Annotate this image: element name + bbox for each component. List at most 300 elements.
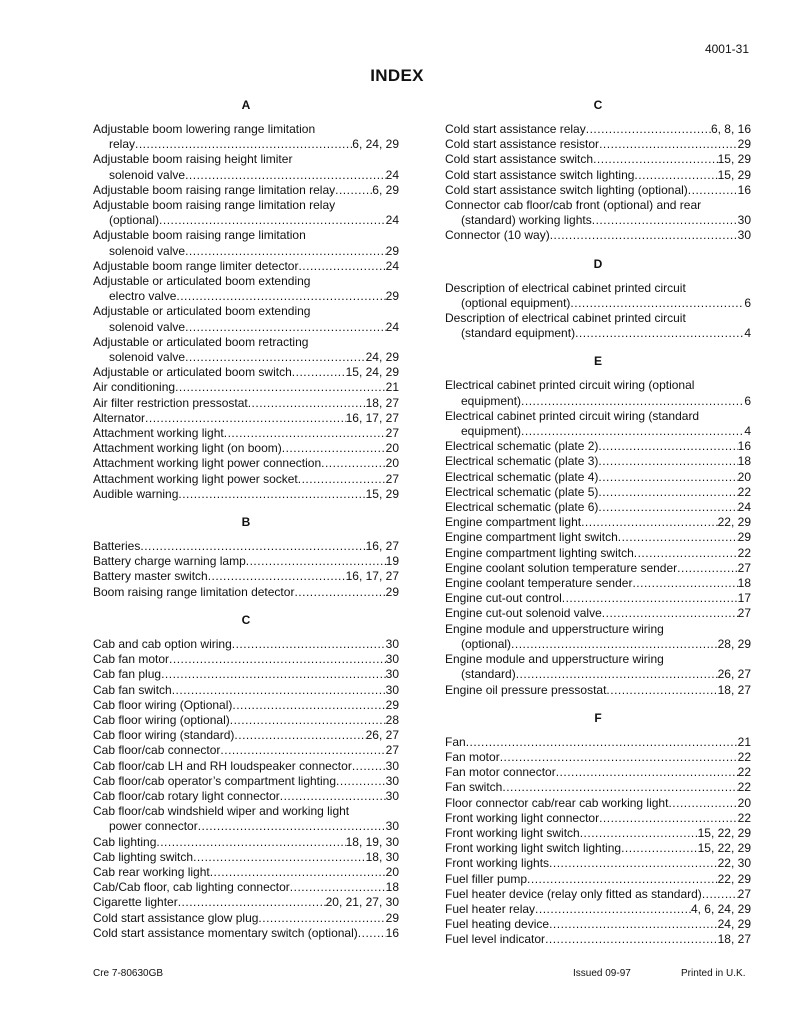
entry-text: Adjustable or articulated boom switch <box>93 365 292 380</box>
page-refs: 22, 29 <box>717 515 751 530</box>
page-refs: 24 <box>385 167 399 182</box>
page-refs: 27 <box>385 426 399 441</box>
entry-text: Engine coolant solution temperature sender <box>445 560 678 575</box>
dot-leader <box>621 841 698 856</box>
page-refs: 27 <box>385 471 399 486</box>
entry-text: Air filter restriction pressostat <box>93 395 248 410</box>
index-entry <box>445 765 751 780</box>
page-refs: 21 <box>737 734 751 749</box>
index-entry <box>93 539 399 554</box>
entry-text: Adjustable boom raising height limiter <box>93 152 293 167</box>
page-refs: 24, 29 <box>717 917 751 932</box>
footer-printed: Printed in U.K. <box>681 968 746 979</box>
index-entry <box>93 850 399 865</box>
footer-doc-code: Cre 7-80630GB <box>93 968 164 979</box>
dot-leader <box>234 728 365 743</box>
entry-text: Adjustable or articulated boom retracting <box>93 334 309 349</box>
index-entry <box>445 887 751 902</box>
entry-text: (standard) <box>461 667 516 682</box>
entry-text: Cab fan switch <box>93 682 172 697</box>
dot-leader <box>599 137 738 152</box>
index-entry <box>445 515 751 530</box>
entry-text: Electrical schematic (plate 4) <box>445 469 599 484</box>
dot-leader <box>258 911 385 926</box>
dot-leader <box>290 880 386 895</box>
entry-text: Fan motor <box>445 749 500 764</box>
page-refs: 22 <box>737 545 751 560</box>
index-entry <box>445 652 751 682</box>
index-entry <box>93 569 399 584</box>
entry-text: Air conditioning <box>93 380 176 395</box>
index-entry <box>445 872 751 887</box>
dot-leader <box>702 887 738 902</box>
page-refs: 16, 17, 27 <box>345 569 399 584</box>
page-refs: 22 <box>737 780 751 795</box>
page-refs: 17 <box>737 591 751 606</box>
index-entry <box>93 441 399 456</box>
entry-text: Cab floor wiring (Optional) <box>93 697 233 712</box>
page-refs: 29 <box>737 530 751 545</box>
dot-leader <box>580 826 698 841</box>
index-entry <box>445 735 751 750</box>
page-refs: 6, 24, 29 <box>352 137 399 152</box>
dot-leader <box>178 895 326 910</box>
entry-text: (optional equipment) <box>461 295 571 310</box>
index-entry <box>93 152 399 182</box>
dot-leader <box>602 606 738 621</box>
entry-text: Connector cab floor/cab front (optional) and rear <box>445 198 702 213</box>
entry-text: relay <box>109 137 136 152</box>
entry-text: Engine compartment light switch <box>445 530 618 545</box>
index-entry <box>93 228 399 258</box>
page-refs: 24 <box>385 213 399 228</box>
dot-leader <box>208 569 346 584</box>
index-entry <box>93 743 399 758</box>
dot-leader <box>220 743 385 758</box>
page-refs: 18, 19, 30 <box>345 834 399 849</box>
page-refs: 27 <box>737 886 751 901</box>
dot-leader <box>185 244 386 259</box>
dot-leader <box>586 122 711 137</box>
page-refs: 6, 29 <box>372 182 399 197</box>
page-refs: 30 <box>385 636 399 651</box>
index-entry <box>445 606 751 621</box>
index-entry <box>445 485 751 500</box>
index-entry <box>93 789 399 804</box>
dot-leader <box>575 326 744 341</box>
dot-leader <box>352 759 386 774</box>
dot-leader <box>598 485 737 500</box>
entry-text: solenoid valve <box>109 319 186 334</box>
page-refs: 20 <box>737 469 751 484</box>
entry-text: Fuel filler pump <box>445 871 528 886</box>
page-refs: 30 <box>385 773 399 788</box>
dot-leader <box>185 350 366 365</box>
dot-leader <box>550 228 738 243</box>
page-refs: 22 <box>737 484 751 499</box>
entry-text: equipment) <box>461 393 522 408</box>
index-entry <box>93 911 399 926</box>
page-number: 4001-31 <box>704 42 749 56</box>
page-refs: 27 <box>385 743 399 758</box>
index-entry <box>445 591 751 606</box>
dot-leader <box>466 735 738 750</box>
dot-leader <box>145 411 346 426</box>
page-refs: 4 <box>744 424 751 439</box>
section-letter: C <box>241 612 251 627</box>
entry-text: Engine module and upperstructure wiring <box>445 621 664 636</box>
index-entry <box>445 439 751 454</box>
page-refs: 29 <box>385 243 399 258</box>
entry-text: Adjustable or articulated boom extending <box>93 274 311 289</box>
entry-text: Attachment working light (on boom) <box>93 441 282 456</box>
dot-leader <box>232 698 385 713</box>
entry-text: Electrical schematic (plate 6) <box>445 500 599 515</box>
page-refs: 22, 29 <box>717 871 751 886</box>
page-refs: 16 <box>737 439 751 454</box>
index-entry <box>93 472 399 487</box>
dot-leader <box>292 365 346 380</box>
page-refs: 19 <box>385 554 399 569</box>
index-entry <box>445 122 751 137</box>
dot-leader <box>156 835 345 850</box>
entry-text: power connector <box>109 819 198 834</box>
index-entry <box>445 198 751 228</box>
index-entry <box>445 683 751 698</box>
page-refs: 18, 27 <box>365 395 399 410</box>
dot-leader <box>135 137 352 152</box>
dot-leader <box>246 554 386 569</box>
index-entry <box>93 895 399 910</box>
entry-text: Cold start assistance glow plug <box>93 910 259 925</box>
entry-text: Front working light connector <box>445 810 600 825</box>
page-refs: 30 <box>385 667 399 682</box>
page-refs: 16, 17, 27 <box>345 410 399 425</box>
page-refs: 18, 30 <box>365 849 399 864</box>
entry-text: Adjustable boom raising range limitation <box>93 228 306 243</box>
entry-text: Battery master switch <box>93 569 208 584</box>
page-refs: 28, 29 <box>717 636 751 651</box>
entry-text: Electrical schematic (plate 2) <box>445 439 599 454</box>
dot-leader <box>581 515 718 530</box>
entry-text: Electrical schematic (plate 5) <box>445 484 599 499</box>
index-entry <box>93 259 399 274</box>
entry-text: Engine compartment lighting switch <box>445 545 634 560</box>
index-entry <box>445 546 751 561</box>
entry-text: solenoid valve <box>109 167 186 182</box>
page-refs: 15, 22, 29 <box>697 841 751 856</box>
entry-text: Fan <box>445 734 466 749</box>
entry-text: Battery charge warning lamp <box>93 554 246 569</box>
dot-leader <box>335 183 372 198</box>
page-refs: 24 <box>385 258 399 273</box>
index-entry <box>93 487 399 502</box>
entry-text: solenoid valve <box>109 243 186 258</box>
index-entry <box>93 728 399 743</box>
entry-text: Electrical schematic (plate 3) <box>445 454 599 469</box>
footer-issued: Issued 09-97 <box>573 968 631 979</box>
index-entry <box>93 880 399 895</box>
entry-text: Engine cut-out control <box>445 591 562 606</box>
page-refs: 20 <box>737 795 751 810</box>
dot-leader <box>248 396 366 411</box>
index-entry <box>93 365 399 380</box>
entry-text: Floor connector cab/rear cab working light <box>445 795 669 810</box>
dot-leader <box>298 259 385 274</box>
entry-text: Adjustable boom raising range limitation relay <box>93 182 336 197</box>
index-column-left <box>93 97 399 941</box>
entry-text: Cold start assistance relay <box>445 122 586 136</box>
index-entry <box>93 774 399 789</box>
index-entry <box>445 409 751 439</box>
dot-leader <box>549 917 718 932</box>
section-letter: A <box>241 98 251 112</box>
entry-text: (standard) working lights <box>461 213 592 228</box>
dot-leader <box>592 213 738 228</box>
dot-leader <box>598 470 737 485</box>
page-refs: 22 <box>737 810 751 825</box>
dot-leader <box>632 576 737 591</box>
index-entry <box>93 865 399 880</box>
entry-text: equipment) <box>461 424 522 439</box>
dot-leader <box>598 454 737 469</box>
page-refs: 18 <box>737 454 751 469</box>
index-entry <box>93 183 399 198</box>
dot-leader <box>161 667 386 682</box>
entry-text: Connector (10 way) <box>445 228 550 243</box>
page-refs: 22, 30 <box>717 856 751 871</box>
index-entry <box>445 228 751 243</box>
dot-leader <box>198 819 386 834</box>
index-entry <box>93 698 399 713</box>
dot-leader <box>606 683 717 698</box>
index-entry <box>93 456 399 471</box>
index-entry <box>445 780 751 795</box>
dot-leader <box>230 713 386 728</box>
entry-text: Electrical cabinet printed circuit wiring (standard <box>445 408 700 423</box>
entry-text: Engine compartment light <box>445 515 582 530</box>
dot-leader <box>516 667 718 682</box>
entry-text: Cab lighting <box>93 834 157 849</box>
entry-text: Attachment working light power connection <box>93 456 322 471</box>
page-refs: 24 <box>385 319 399 334</box>
section-letter: D <box>593 256 603 271</box>
entry-text: Cab/Cab floor, cab lighting connector <box>93 880 290 895</box>
entry-text: Cigarette lighter <box>93 895 178 910</box>
entry-text: Description of electrical cabinet printed circuit <box>445 280 686 295</box>
dot-leader <box>570 296 744 311</box>
entry-text: Adjustable boom lowering range limitation <box>93 122 316 136</box>
dot-leader <box>210 865 386 880</box>
section-letter: E <box>593 354 602 369</box>
dot-leader <box>185 168 386 183</box>
index-entry <box>445 622 751 652</box>
index-entry <box>445 826 751 841</box>
dot-leader <box>176 289 385 304</box>
section-letter: B <box>241 515 251 530</box>
entry-text: Batteries <box>93 539 141 554</box>
page-refs: 29 <box>385 289 399 304</box>
index-entry <box>445 281 751 311</box>
page-refs: 15, 29 <box>717 152 751 167</box>
index-entry <box>445 470 751 485</box>
page-refs: 20 <box>385 864 399 879</box>
page-refs: 26, 27 <box>717 667 751 682</box>
dot-leader <box>668 796 737 811</box>
entry-text: Adjustable boom raising range limitation relay <box>93 198 336 213</box>
section-letter: C <box>593 98 603 112</box>
entry-text: Engine cut-out solenoid valve <box>445 606 602 621</box>
entry-text: (optional) <box>109 213 160 228</box>
page-refs: 6 <box>744 295 751 310</box>
entry-text: Front working lights <box>445 856 550 871</box>
entry-text: Front working light switch lighting <box>445 841 622 856</box>
dot-leader <box>169 652 386 667</box>
dot-leader <box>140 539 365 554</box>
page-refs: 15, 29 <box>365 486 399 501</box>
index-entry <box>93 380 399 395</box>
dot-leader <box>298 472 386 487</box>
index-entry <box>93 554 399 569</box>
entry-text: Cold start assistance resistor <box>445 137 600 152</box>
index-entry <box>445 750 751 765</box>
entry-text: Fan switch <box>445 780 503 795</box>
index-entry <box>445 902 751 917</box>
entry-text: (standard equipment) <box>461 326 576 341</box>
index-entry <box>93 683 399 698</box>
index-entry <box>445 183 751 198</box>
index-entry <box>93 411 399 426</box>
index-entry <box>445 576 751 591</box>
index-entry <box>93 274 399 304</box>
page-refs: 6 <box>744 393 751 408</box>
page-refs: 22 <box>737 765 751 780</box>
index-entry <box>445 841 751 856</box>
entry-text: Fuel heater relay <box>445 901 536 916</box>
entry-text: Fuel heating device <box>445 917 550 932</box>
index-entry <box>93 835 399 850</box>
page-refs: 18 <box>737 576 751 591</box>
page-title: INDEX <box>370 66 424 85</box>
dot-leader <box>598 439 737 454</box>
dot-leader <box>521 394 744 409</box>
entry-text: Cab floor/cab rotary light connector <box>93 788 280 803</box>
index-entry <box>93 713 399 728</box>
page-refs: 18, 27 <box>717 932 751 947</box>
page-refs: 15, 24, 29 <box>345 365 399 380</box>
page-refs: 27 <box>737 560 751 575</box>
index-entry <box>93 198 399 228</box>
index-entry <box>93 426 399 441</box>
entry-text: Cab floor/cab connector <box>93 743 221 758</box>
index-entry <box>445 796 751 811</box>
dot-leader <box>634 546 738 561</box>
index-entry <box>93 926 399 941</box>
index-entry <box>93 652 399 667</box>
entry-text: Fan motor connector <box>445 765 556 780</box>
entry-text: Electrical cabinet printed circuit wiring (optional <box>445 378 695 393</box>
entry-text: Alternator <box>93 410 146 425</box>
entry-text: Engine coolant temperature sender <box>445 576 633 591</box>
dot-leader <box>193 850 366 865</box>
entry-text: Cab floor wiring (standard) <box>93 728 235 743</box>
index-entry <box>93 667 399 682</box>
page-refs: 30 <box>385 652 399 667</box>
entry-text: Adjustable boom range limiter detector <box>93 258 299 273</box>
dot-leader <box>358 926 386 941</box>
dot-leader <box>172 683 386 698</box>
page-refs: 29 <box>385 697 399 712</box>
page-refs: 18 <box>385 880 399 895</box>
page-refs: 4, 6, 24, 29 <box>690 901 751 916</box>
page-refs: 26, 27 <box>365 728 399 743</box>
section-letter: F <box>594 710 602 725</box>
index-entry <box>445 856 751 871</box>
entry-text: Cab fan motor <box>93 652 170 667</box>
entry-text: Cold start assistance switch lighting (optional) <box>445 182 688 197</box>
index-column-right <box>445 97 751 948</box>
page-refs: 30 <box>737 213 751 228</box>
dot-leader <box>511 637 718 652</box>
page-refs: 24, 29 <box>365 350 399 365</box>
entry-text: Audible warning <box>93 486 179 501</box>
dot-leader <box>294 585 385 600</box>
entry-text: Fuel heater device (relay only fitted as standard) <box>445 886 702 901</box>
page-refs: 20, 21, 27, 30 <box>325 895 399 910</box>
page-refs: 20 <box>385 441 399 456</box>
index-entry <box>445 530 751 545</box>
dot-leader <box>593 152 718 167</box>
dot-leader <box>527 872 718 887</box>
dot-leader <box>336 774 386 789</box>
dot-leader <box>280 789 386 804</box>
index-entry <box>445 168 751 183</box>
entry-text: Engine module and upperstructure wiring <box>445 652 664 667</box>
index-entry <box>445 932 751 947</box>
entry-text: Boom raising range limitation detector <box>93 584 295 599</box>
page-refs: 27 <box>737 606 751 621</box>
index-entry <box>445 378 751 408</box>
entry-text: Attachment working light power socket <box>93 471 298 486</box>
page-refs: 29 <box>385 910 399 925</box>
dot-leader <box>185 320 386 335</box>
entry-text: Engine oil pressure pressostat <box>445 682 607 697</box>
page-refs: 4 <box>744 326 751 341</box>
entry-text: electro valve <box>109 289 177 304</box>
dot-leader <box>556 765 738 780</box>
page-refs: 29 <box>737 137 751 152</box>
dot-leader <box>618 530 738 545</box>
entry-text: Cab floor/cab operator’s compartment lighting <box>93 773 337 788</box>
index-entry <box>445 500 751 515</box>
entry-text: Cold start assistance switch lighting <box>445 167 635 182</box>
dot-leader <box>634 168 717 183</box>
dot-leader <box>178 487 365 502</box>
index-entry <box>93 304 399 334</box>
dot-leader <box>562 591 738 606</box>
dot-leader <box>159 213 386 228</box>
page-refs: 22 <box>737 749 751 764</box>
dot-leader <box>502 780 737 795</box>
index-entry <box>93 804 399 834</box>
entry-text: Front working light switch <box>445 825 580 840</box>
index-entry <box>445 311 751 341</box>
page-refs: 16 <box>737 182 751 197</box>
entry-text: Cab floor wiring (optional) <box>93 712 230 727</box>
page-refs: 15, 22, 29 <box>697 825 751 840</box>
page-refs: 30 <box>385 682 399 697</box>
page-refs: 30 <box>385 758 399 773</box>
